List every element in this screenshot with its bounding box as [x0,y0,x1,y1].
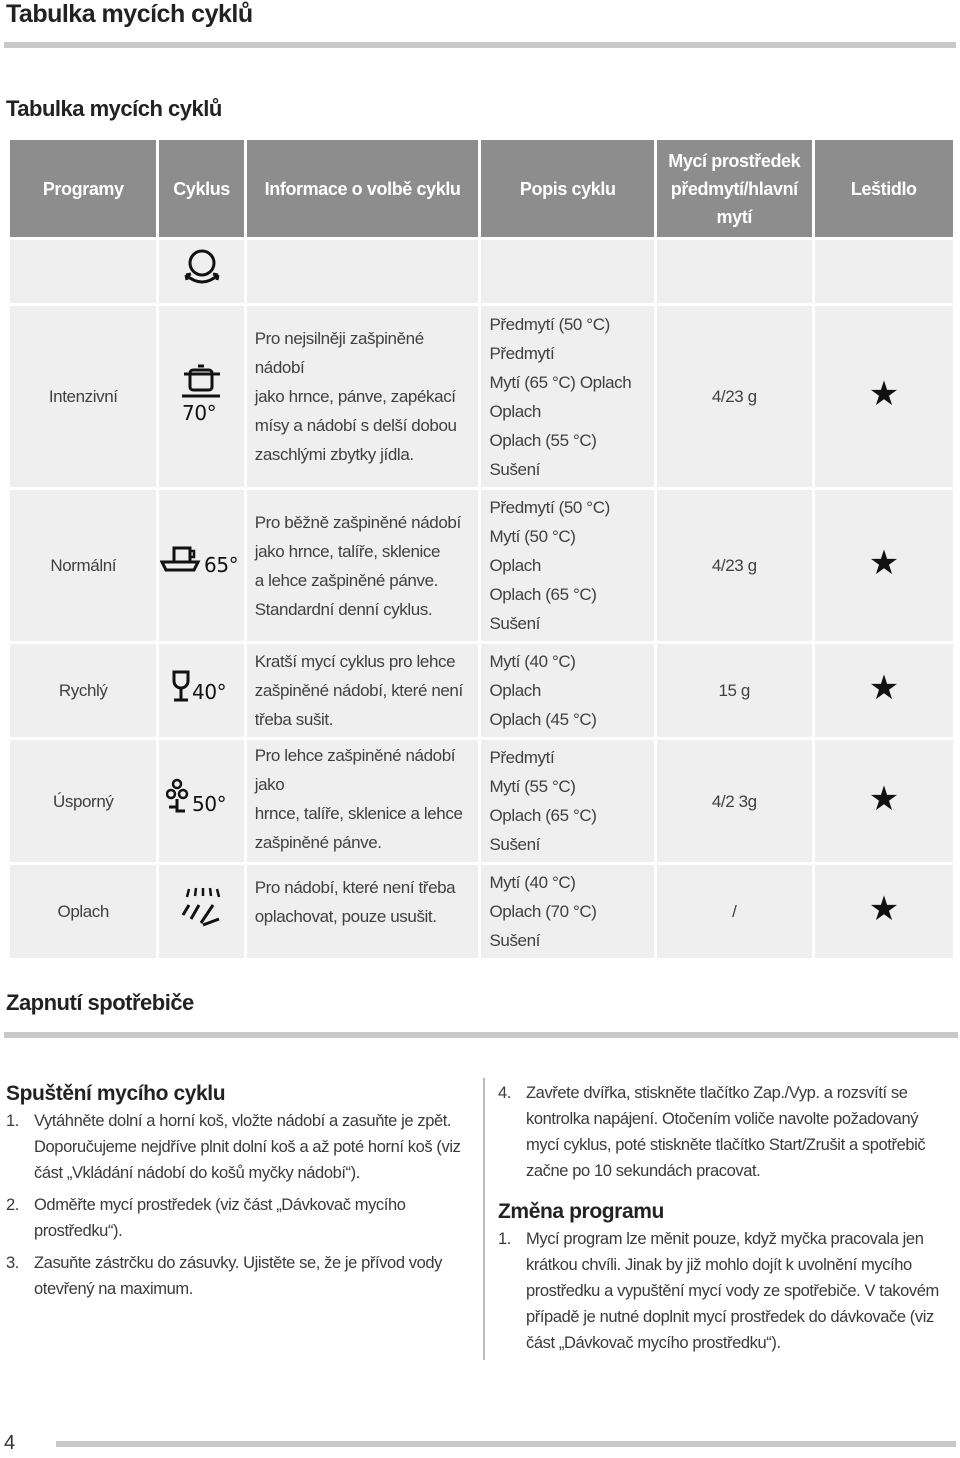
wash-cycles-table [7,137,956,961]
header-detergent [657,140,811,237]
desc-line: Oplach (45 °C) [489,710,597,729]
star-icon: ★ [868,890,899,928]
header-rinse-aid: Leštidlo [815,140,954,237]
cycle-info [247,306,479,487]
rinse-aid-star [815,865,954,958]
wine-glass-icon [159,644,243,737]
desc-line: Oplach [489,556,541,575]
desc-line: Předmytí [489,343,555,363]
info-line: Pro běžně zašpiněné nádobí [254,512,461,532]
table-row [10,740,953,862]
rinse-aid-star [815,490,954,641]
desc-line: Mytí (55 °C) [489,777,576,796]
empty-cell [481,240,654,303]
desc-line: Mytí (65 °C) Oplach [489,372,632,392]
footer-rule [56,1441,956,1447]
list-item [498,1226,954,1356]
star-icon: ★ [868,669,899,707]
list-item [6,1108,468,1186]
column-divider [483,1078,485,1360]
desc-line: Oplach (55 °C) [489,430,597,450]
desc-line: Oplach (65 °C) [489,585,597,604]
cycle-temperature: 70° [181,401,216,424]
header-detergent-line: Mycí prostředek [668,150,801,171]
rinse-aid-star [815,306,954,487]
star-icon: ★ [868,375,899,413]
detergent-amount: 15 g [657,644,811,737]
desc-line: Sušení [489,459,540,479]
header-programs: Programy [10,140,156,237]
item-number: 1. [498,1230,511,1248]
cycle-info [247,865,479,958]
right-column [498,1080,954,1362]
cycle-temperature: 40° [191,680,226,703]
table-row [10,490,953,641]
header-info: Informace o volbě cyklu [247,140,479,237]
desc-line: Předmytí (50 °C) [489,314,610,334]
table-row [10,865,953,958]
info-line: Pro nejsilněji zašpiněné nádobí [254,329,424,377]
header-detergent-line: mytí [716,206,752,227]
table-header-row [10,140,953,237]
empty-cell [247,240,479,303]
auto-cycle-icon [159,240,243,303]
desc-line: Mytí (40 °C) [489,652,576,671]
list-item [6,1250,468,1302]
cycle-description [481,306,654,487]
table-row [10,644,953,737]
info-line: jako hrnce, pánve, zapékací [254,387,456,406]
detergent-amount: 4/23 g [657,306,811,487]
empty-cell [10,240,156,303]
eco-plant-icon [159,740,243,862]
pot-icon [159,306,243,487]
info-line: Kratší mycí cyklus pro lehce [254,652,456,671]
detergent-amount: / [657,865,811,958]
page-title: Tabulka mycích cyklů [6,0,253,28]
info-line: zaschlými zbytky jídla. [254,445,414,464]
cup-plate-icon [159,490,243,641]
startup-title: Zapnutí spotřebiče [6,990,194,1015]
header-cycle: Cyklus [159,140,243,237]
item-text: Zavřete dvířka, stiskněte tlačítko Zap./Vyp. a rozsvítí se kontrolka napájení. Otočením voliče navolte požadovaný mycí cyklus, poté stiskněte tlačítko Start/Zrušit a spotřebič začne po 10 sekundách pracovat. [526,1084,926,1180]
desc-line: Sušení [489,931,540,950]
cycle-info [247,740,479,862]
left-column [6,1080,468,1308]
desc-line: Oplach (65 °C) [489,806,597,825]
info-line: Standardní denní cyklus. [254,599,433,619]
program-name: Oplach [10,865,156,958]
page-number: 4 [4,1432,16,1454]
item-text: Zasuňte zástrčku do zásuvky. Ujistěte se, že je přívod vody otevřený na maximum. [34,1254,443,1298]
empty-cell [657,240,811,303]
cycle-info [247,490,479,641]
info-line: oplachovat, pouze usušit. [254,907,437,926]
desc-line: Mytí (40 °C) [489,873,576,892]
cycle-temperature: 50° [191,791,226,816]
program-name: Normální [10,490,156,641]
desc-line: Sušení [489,835,540,854]
auto-icon-row [10,240,953,303]
item-number: 4. [498,1084,511,1102]
info-line: jako hrnce, talíře, sklenice [254,541,441,561]
info-line: Pro nádobí, které není třeba [254,878,456,897]
star-icon: ★ [868,544,899,582]
item-number: 1. [6,1112,19,1130]
empty-cell [815,240,954,303]
detergent-amount: 4/23 g [657,490,811,641]
desc-line: Oplach (70 °C) [489,902,597,921]
header-description: Popis cyklu [481,140,654,237]
cycle-description [481,740,654,862]
list-item [6,1192,468,1244]
rinse-spray-icon [159,865,243,958]
desc-line: Oplach [489,681,541,700]
item-number: 3. [6,1254,19,1272]
program-name: Rychlý [10,644,156,737]
info-line: mísy a nádobí s delší dobou [254,416,457,435]
cycle-description [481,490,654,641]
item-text: Mycí program lze měnit pouze, když myčka pracovala jen krátkou chvíli. Jinak by již mohlo dojít k uvolnění mycího prostředku a vypuštění mycí vody ze spotřebiče. V takovém případě je nutné doplnit mycí prostředek do dávkovače (viz část „Dávkovač mycího prostředku“). [526,1230,939,1352]
desc-line: Oplach [489,401,541,421]
desc-line: Předmytí [489,748,555,767]
rinse-aid-star [815,740,954,862]
info-line: zašpiněné pánve. [254,833,382,852]
header-detergent-line: předmytí/hlavní [670,178,798,199]
cycle-info [247,644,479,737]
rinse-aid-star [815,644,954,737]
item-text: Vytáhněte dolní a horní koš, vložte nádobí a zasuňte je zpět. Doporučujeme nejdříve plnit dolní koš a až poté horní koš (viz část „Vkládání nádobí do košů myčky nádobí“). [34,1112,461,1182]
desc-line: Mytí (50 °C) [489,527,576,546]
desc-line: Sušení [489,614,540,633]
program-name: Intenzivní [10,306,156,487]
info-line: a lehce zašpiněné pánve. [254,570,438,590]
desc-line: Předmytí (50 °C) [489,498,610,517]
detergent-amount: 4/2 3g [657,740,811,862]
info-line: třeba sušit. [254,710,334,729]
start-cycle-title: Spuštění mycího cyklu [6,1082,226,1105]
item-text: Odměřte mycí prostředek (viz část „Dávkovač mycího prostředku“). [34,1196,406,1240]
item-number: 2. [6,1196,19,1214]
program-name: Úsporný [10,740,156,862]
list-item [498,1080,954,1184]
cycle-description [481,865,654,958]
title-rule [4,42,956,48]
table-row [10,306,953,487]
change-program-title: Změna programu [498,1200,664,1223]
info-line: zašpiněné nádobí, které není [254,681,463,700]
star-icon: ★ [868,779,899,818]
info-line: Pro lehce zašpiněné nádobí jako [254,746,456,794]
startup-rule [4,1032,958,1038]
table-caption: Tabulka mycích cyklů [6,96,222,121]
cycle-description [481,644,654,737]
info-line: hrnce, talíře, sklenice a lehce [254,804,463,823]
cycle-temperature: 65° [204,553,239,577]
